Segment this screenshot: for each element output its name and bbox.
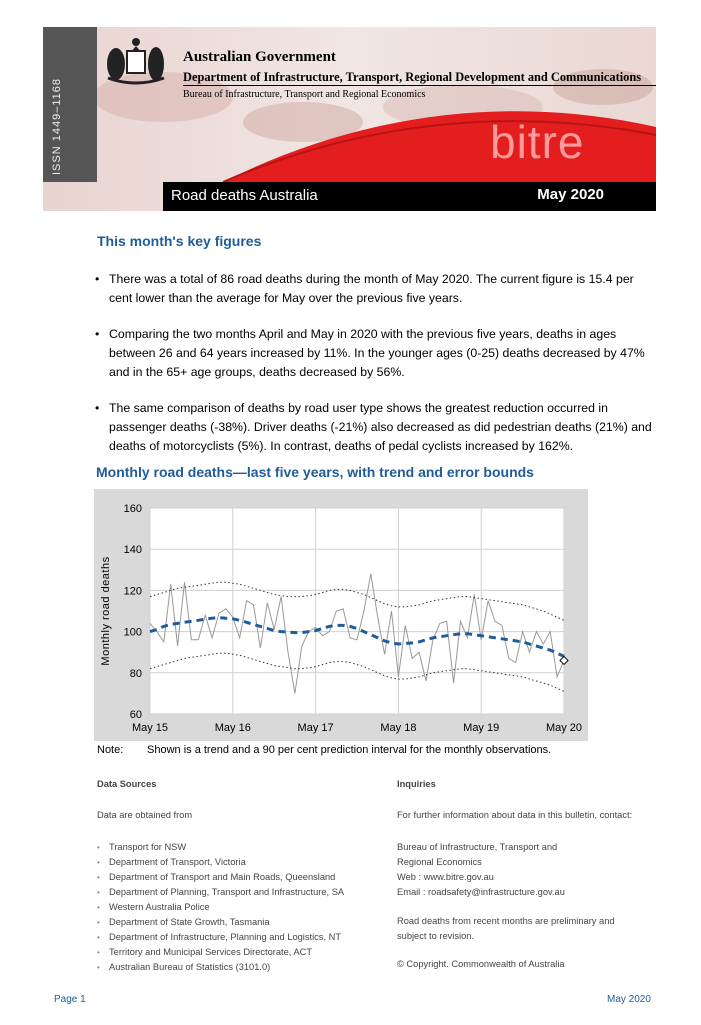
footer-date: May 2020 (607, 994, 651, 1005)
chart-heading: Monthly road deaths—last five years, with trend and error bounds (96, 464, 534, 480)
department-name: Department of Infrastructure, Transport, Regional Development and Communications (183, 70, 642, 84)
y-tick-label: 160 (123, 503, 142, 515)
inquiries-contact (397, 840, 657, 900)
key-figure-item: • The same comparison of deaths by road user type shows the greatest reduction occurred in passenger deaths (-38%). Driver deaths (-21%) also decreased as did pedestrian deaths (21%) and deaths of motorcyclists (5%). In contrast, deaths of pedal cyclists increased by 162%. (93, 399, 653, 456)
x-tick-label: May 20 (545, 722, 583, 734)
bitre-logo-text: bitre (490, 116, 585, 168)
inquiries-heading: Inquiries (397, 779, 436, 789)
preliminary-notice (397, 914, 657, 944)
government-title: Australian Government (183, 49, 336, 65)
header-rule (183, 85, 656, 86)
x-tick-label: May 17 (297, 722, 334, 734)
inquiries-intro: For further information about data in this bulletin, contact: (397, 810, 633, 820)
key-figures-heading: This month's key figures (97, 233, 262, 249)
contact-web-link[interactable]: Web : www.bitre.gov.au (397, 872, 494, 882)
x-tick-label: May 19 (463, 722, 500, 734)
key-figures-list (93, 270, 653, 473)
preliminary-line: Road deaths from recent months are preliminary and (397, 916, 615, 926)
contact-org-line: Regional Economics (397, 857, 482, 867)
bureau-name: Bureau of Infrastructure, Transport and Regional Economics (183, 89, 426, 100)
data-source-item: • Territory and Municipal Services Directorate, ACT (97, 945, 387, 960)
monthly-road-deaths-chart (94, 489, 588, 741)
key-figure-item: • There was a total of 86 road deaths during the month of May 2020. The current figure is 15.4 per cent lower than the average for May over the previous five years. (93, 270, 653, 308)
data-sources-list (97, 840, 387, 975)
data-source-item: • Department of Planning, Transport and Infrastructure, SA (97, 885, 387, 900)
data-source-item: • Department of Infrastructure, Planning and Logistics, NT (97, 930, 387, 945)
chart-area (94, 489, 588, 741)
page-number: Page 1 (54, 994, 86, 1005)
contact-org-line: Bureau of Infrastructure, Transport and (397, 842, 558, 852)
publication-title: Road deaths Australia (171, 187, 318, 204)
header-banner (43, 27, 656, 211)
y-tick-label: 60 (129, 709, 142, 721)
x-tick-label: May 16 (214, 722, 251, 734)
data-source-item: • Western Australia Police (97, 900, 387, 915)
data-source-item: • Department of Transport, Victoria (97, 855, 387, 870)
issn-number: ISSN 1449–1168 (51, 78, 63, 175)
copyright-notice: © Copyright. Commonwealth of Australia (397, 959, 565, 969)
x-tick-label: May 15 (131, 722, 169, 734)
y-tick-label: 140 (123, 544, 142, 557)
y-tick-label: 100 (123, 626, 142, 639)
title-bar (163, 182, 656, 211)
coat-of-arms-logo (98, 36, 174, 88)
publication-date: May 2020 (537, 186, 604, 203)
data-source-item: • Transport for NSW (97, 840, 387, 855)
data-sources-heading: Data Sources (97, 779, 157, 789)
data-source-item: • Department of State Growth, Tasmania (97, 915, 387, 930)
note-label: Note: (97, 744, 124, 756)
data-sources-intro: Data are obtained from (97, 810, 193, 820)
note-text: Shown is a trend and a 90 per cent prediction interval for the monthly observations. (147, 744, 552, 756)
x-tick-label: May 18 (380, 722, 417, 734)
y-axis-label: Monthly road deaths (100, 556, 112, 666)
preliminary-line: subject to revision. (397, 931, 474, 941)
y-tick-label: 80 (129, 667, 142, 680)
key-figure-item: • Comparing the two months April and May in 2020 with the previous five years, deaths in ages between 26 and 64 years increased by 11%. In the younger ages (0-25) deaths decreased by 47% and in the 65+ age groups, deaths decreased by 56%. (93, 325, 653, 382)
contact-email-link[interactable]: Email : roadsafety@infrastructure.gov.au (397, 887, 565, 897)
plot-area (150, 508, 564, 714)
data-source-item: • Department of Transport and Main Roads, Queensland (97, 870, 387, 885)
y-tick-label: 120 (123, 585, 142, 598)
data-source-item: • Australian Bureau of Statistics (3101.0) (97, 960, 387, 975)
